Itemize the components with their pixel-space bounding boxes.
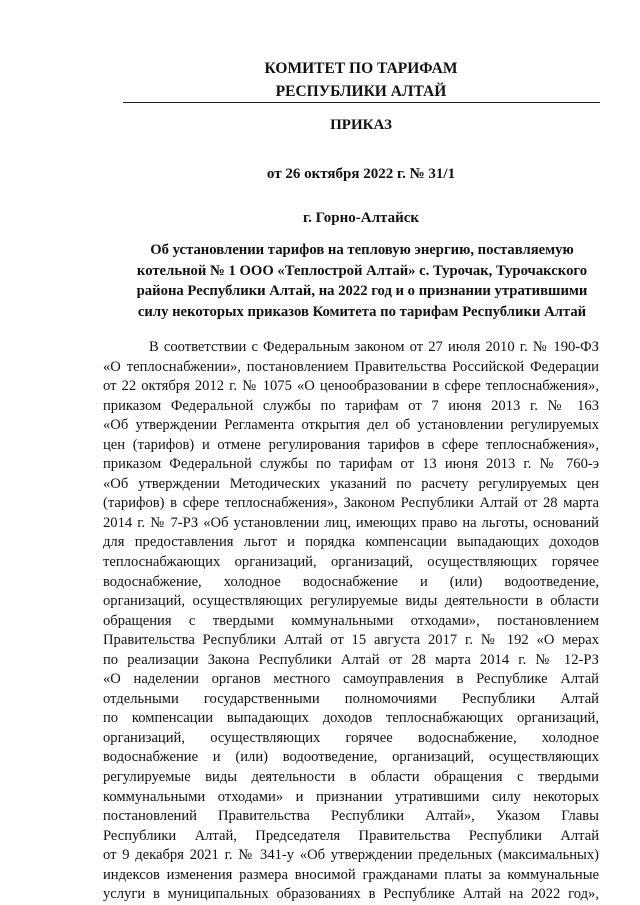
title-line: силу некоторых приказов Комитета по тарифам Республики Алтай (137, 303, 587, 320)
body-line: отдельными государственными полномочиями Республики Алтай (103, 690, 599, 707)
body-line: 2014 г. № 7-РЗ «Об установлении лиц, имеющих право на льготы, оснований (103, 514, 599, 531)
body-line: для предоставления льгот и порядка компенсации выпадающих доходов (103, 534, 599, 551)
body-line: постановлений Правительства Республики Алтай», Указом Главы (103, 808, 599, 825)
body-line: по реализации Закона Республики Алтай от 28 марта 2014 г. № 12-РЗ (103, 651, 599, 668)
document-title (126, 240, 598, 322)
body-line: обращения с твердыми коммунальными отходами», постановлением (103, 612, 599, 629)
body-line: «Об утверждении Методических указаний по расчету регулируемых цен (103, 475, 599, 492)
title-line: котельной № 1 ООО «Теплострой Алтай» с. Турочак, Турочакского (136, 262, 588, 279)
body-line: приказом Федеральной службы по тарифам от 13 июня 2013 г. № 760-э (103, 456, 599, 473)
body-line: по компенсации выпадающих доходов теплоснабжающих организаций, (103, 710, 599, 727)
org-name-line-2: РЕСПУБЛИКИ АЛТАЙ (275, 83, 447, 100)
org-name-line-1: КОМИТЕТ ПО ТАРИФАМ (264, 60, 458, 77)
body-line: услуги в муниципальных образованиях в Республике Алтай на 2022 год», (103, 886, 599, 903)
body-line: от 9 декабря 2021 г. № 341-у «Об утверждении предельных (максимальных) (103, 847, 599, 864)
body-line: (тарифов) в сфере теплоснабжения», Законом Республики Алтай от 28 марта (103, 495, 599, 512)
body-line: водоснабжение, холодное водоснабжение и (или) водоотведение, (103, 573, 599, 590)
body-line: цен (тарифов) и отмене регулирования тарифов в сфере теплоснабжения», (103, 436, 599, 453)
body-line: водоснабжение и (или) водоотведение, организаций, осуществляющих (103, 749, 599, 766)
document-body (103, 338, 599, 905)
body-line: теплоснабжающих организаций, организаций, осуществляющих горячее (103, 554, 599, 571)
body-line: «О теплоснабжении», постановлением Правительства Российской Федерации (103, 358, 599, 375)
body-line: Правительства Республики Алтай от 15 августа 2017 г. № 192 «О мерах (103, 632, 599, 649)
document-type: ПРИКАЗ (330, 117, 392, 133)
body-line: организаций, осуществляющих горячее водоснабжение, холодное (103, 729, 599, 746)
body-line: В соответствии с Федеральным законом от 27 июля 2010 г. № 190-ФЗ (149, 339, 599, 355)
body-line: организаций, осуществляющих регулируемые виды деятельности в области (103, 593, 599, 610)
title-line: района Республики Алтай, на 2022 год и о признании утратившими (136, 283, 588, 299)
body-line: «О наделении органов местного самоуправления в Республике Алтай (103, 671, 599, 688)
document-city: г. Горно-Алтайск (302, 210, 420, 226)
body-line: от 22 октября 2012 г. № 1075 «О ценообразовании в сфере теплоснабжения», (103, 378, 599, 395)
body-line: приказом Федеральной службы по тарифам от 7 июня 2013 г. № 163 (103, 397, 599, 414)
body-line: индексов изменения размера вносимой гражданами платы за коммунальные (103, 866, 599, 883)
header-rule (123, 102, 600, 103)
document-date-number: от 26 октября 2022 г. № 31/1 (266, 166, 456, 182)
title-line: Об установлении тарифов на тепловую энергию, поставляемую (150, 242, 574, 258)
body-line: «Об утверждении Регламента открытия дел об установлении регулируемых (103, 417, 599, 434)
body-line: регулируемые виды деятельности в области обращения с твердыми (103, 769, 599, 786)
body-line: коммунальными отходами» и признании утратившими силу некоторых (103, 788, 599, 805)
body-line: Республики Алтай, Председателя Правительства Республики Алтай (103, 827, 599, 844)
